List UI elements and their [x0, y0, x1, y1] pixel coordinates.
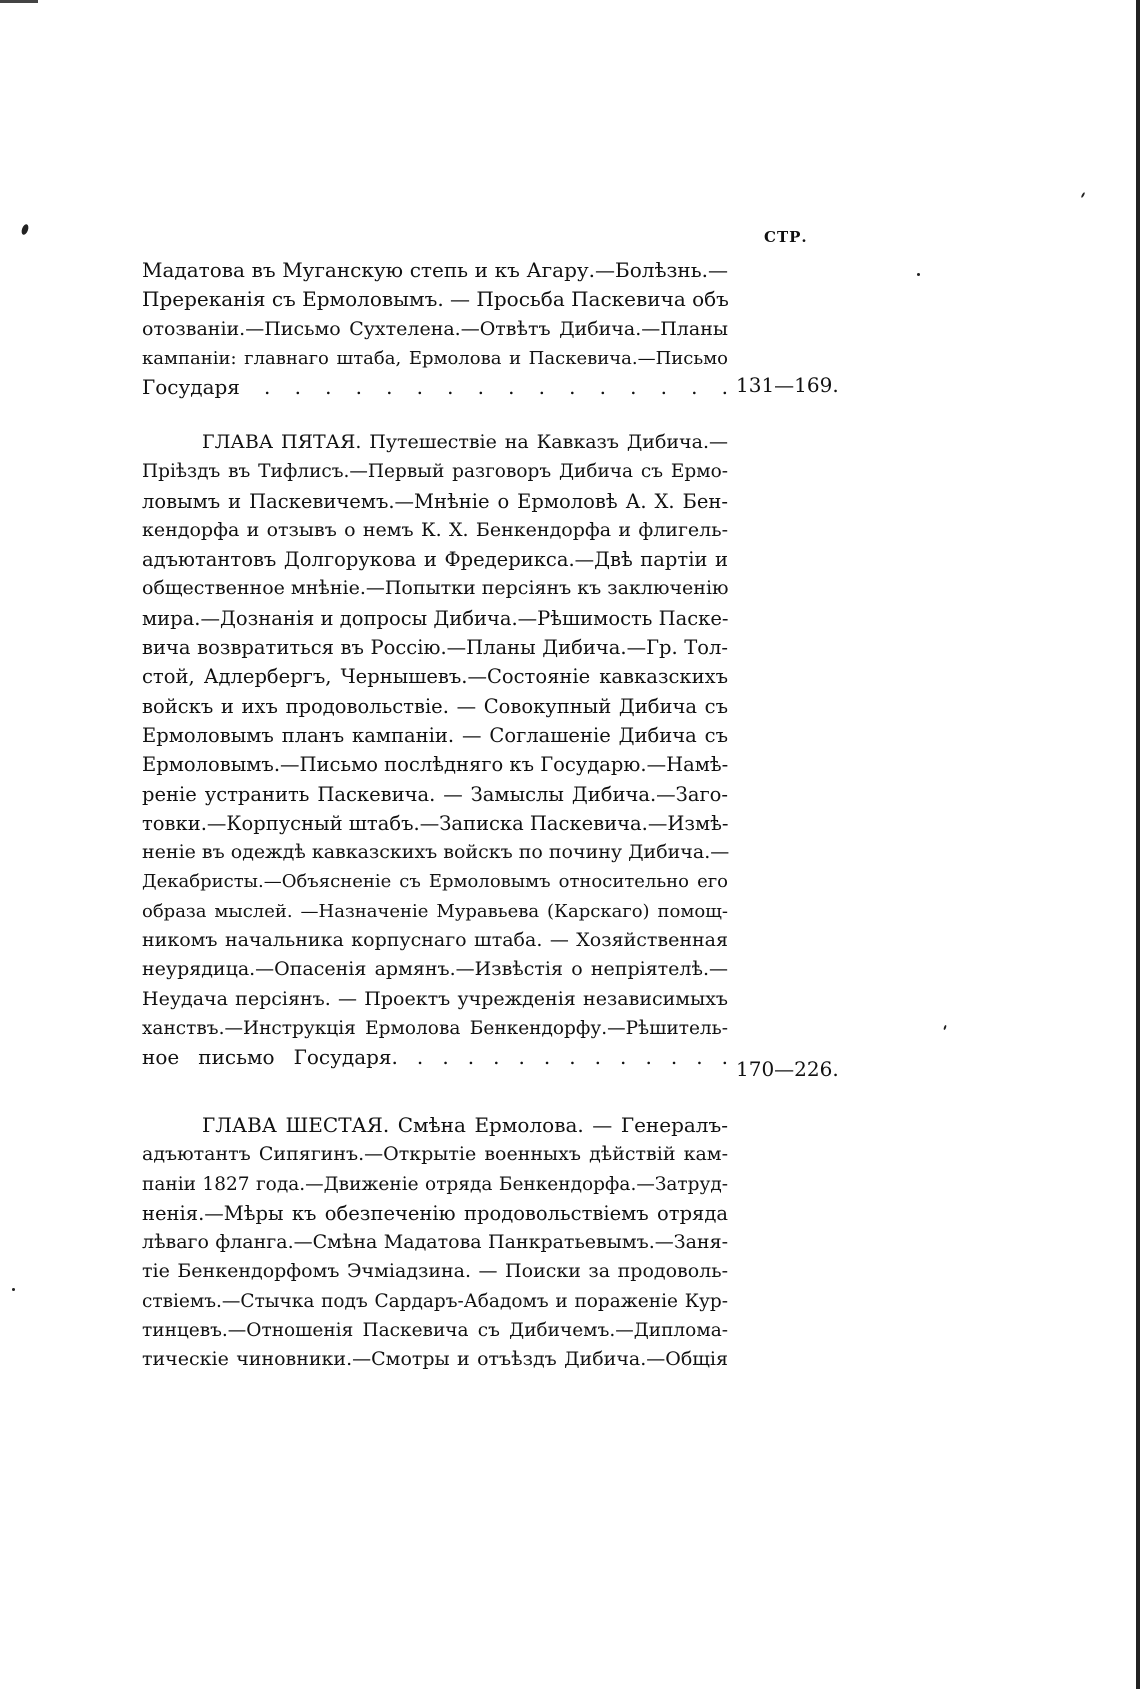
toc-line: адъютантъ Сипягинъ.—Открытіе военныхъ дѣйствій кам-: [142, 1143, 728, 1166]
toc-entry-2-pages: 170—226.: [736, 1057, 839, 1081]
toc-line-leader: Государя . . . . . . . . . . . . . . . .: [142, 375, 728, 400]
chapter-heading-line: ГЛАВА ПЯТАЯ. Путешествіе на Кавказъ Дибича.—: [202, 431, 728, 453]
toc-line: Ермоловымъ.—Письмо послѣдняго къ Государю.—Намѣ-: [142, 753, 729, 777]
toc-line: тинцевъ.—Отношенія Паскевича съ Дибичемъ.—Диплома-: [142, 1320, 728, 1342]
toc-line: тіе Бенкендорфомъ Эчміадзина. — Поиски за продоволь-: [142, 1260, 728, 1283]
toc-line: Мадатова въ Муганскую степь и къ Агару.—Болѣзнь.—: [142, 258, 728, 282]
toc-line: адъютантовъ Долгорукова и Фредерикса.—Двѣ партіи и: [142, 548, 728, 572]
toc-line: Неудача персіянъ. — Проектъ учрежденія независимыхъ: [142, 987, 728, 1010]
toc-entry-1-pages: 131—169.: [736, 373, 839, 397]
toc-line: товки.—Корпусный штабъ.—Записка Паскевича.—Измѣ-: [142, 811, 729, 835]
toc-line: Пріѣздъ въ Тифлисъ.—Первый разговоръ Дибича съ Ермо-: [142, 461, 728, 483]
toc-entry-3-chapter-six: [142, 1111, 728, 1375]
toc-line: кампаніи: главнаго штаба, Ермолова и Паскевича.—Письмо: [142, 347, 728, 369]
toc-line: тическіе чиновники.—Смотры и отъѣздъ Дибича.—Общія: [142, 1348, 728, 1371]
scan-speck: [12, 1288, 15, 1291]
toc-line: реніе устранить Паскевича. — Замыслы Дибича.—Заго-: [142, 782, 728, 806]
toc-line: паніи 1827 года.—Движеніе отряда Бенкендорфа.—Затруд-: [142, 1173, 728, 1195]
toc-line: стой, Адлербергъ, Чернышевъ.—Состояніе кавказскихъ: [142, 665, 728, 689]
toc-line-leader: ное письмо Государя. . . . . . . . . . . . . .: [142, 1045, 728, 1070]
toc-line: отозваніи.—Письмо Сухтелена.—Отвѣтъ Дибича.—Планы: [142, 317, 728, 340]
page-edge-border: [1136, 0, 1140, 1689]
toc-line: ствіемъ.—Стычка подъ Сардаръ-Абадомъ и пораженіе Кур-: [142, 1290, 728, 1312]
toc-line: неніе въ одеждѣ кавказскихъ войскъ по почину Дибича.—: [142, 841, 730, 864]
scan-speck: [20, 223, 29, 235]
chapter-heading-line: ГЛАВА ШЕСТАЯ. Смѣна Ермолова. — Генералъ-: [202, 1113, 728, 1137]
toc-line: вича возвратиться въ Россію.—Планы Дибича.—Гр. Тол-: [142, 636, 728, 660]
toc-line: общественное мнѣніе.—Попытки персіянъ къ заключенію: [142, 577, 729, 600]
toc-line: войскъ и ихъ продовольствіе. — Совокупный Дибича съ: [142, 694, 728, 718]
toc-line: неурядица.—Опасенія армянъ.—Извѣстія о непріятелѣ.—: [142, 958, 728, 981]
toc-line: Пререканія съ Ермоловымъ. — Просьба Паскевича объ: [142, 287, 729, 312]
scan-speck: [1081, 192, 1086, 198]
toc-line: образа мыслей. —Назначеніе Муравьева (Карскаго) помощ-: [142, 900, 728, 922]
scan-corner-mark: [0, 0, 38, 3]
toc-line: лѣваго фланга.—Смѣна Мадатова Панкратьевымъ.—Заня-: [142, 1231, 728, 1254]
toc-line: ханствъ.—Инструкція Ермолова Бенкендорфу.—Рѣшитель-: [142, 1017, 728, 1039]
toc-entry-2-chapter-five: [142, 428, 728, 1073]
toc-line: Ермоловымъ планъ кампаніи. — Соглашеніе Дибича съ: [142, 723, 728, 747]
toc-line: Декабристы.—Объясненіе съ Ермоловымъ относительно его: [142, 871, 728, 893]
toc-line: кендорфа и отзывъ о немъ К. Х. Бенкендорфа и флигель-: [142, 518, 728, 541]
page-column-label: СТР.: [764, 228, 808, 246]
scan-speck: [943, 1025, 947, 1030]
toc-line: ненія.—Мѣры къ обезпеченію продовольствіемъ отряда: [142, 1201, 728, 1225]
toc-entry-1: [142, 256, 728, 402]
scan-speck: [917, 273, 920, 276]
toc-line: мира.—Дознанія и допросы Дибича.—Рѣшимость Паске-: [142, 606, 729, 630]
toc-line: ловымъ и Паскевичемъ.—Мнѣніе о Ермоловѣ А. Х. Бен-: [142, 489, 728, 513]
toc-line: никомъ начальника корпуснаго штаба. — Хозяйственная: [142, 929, 728, 952]
